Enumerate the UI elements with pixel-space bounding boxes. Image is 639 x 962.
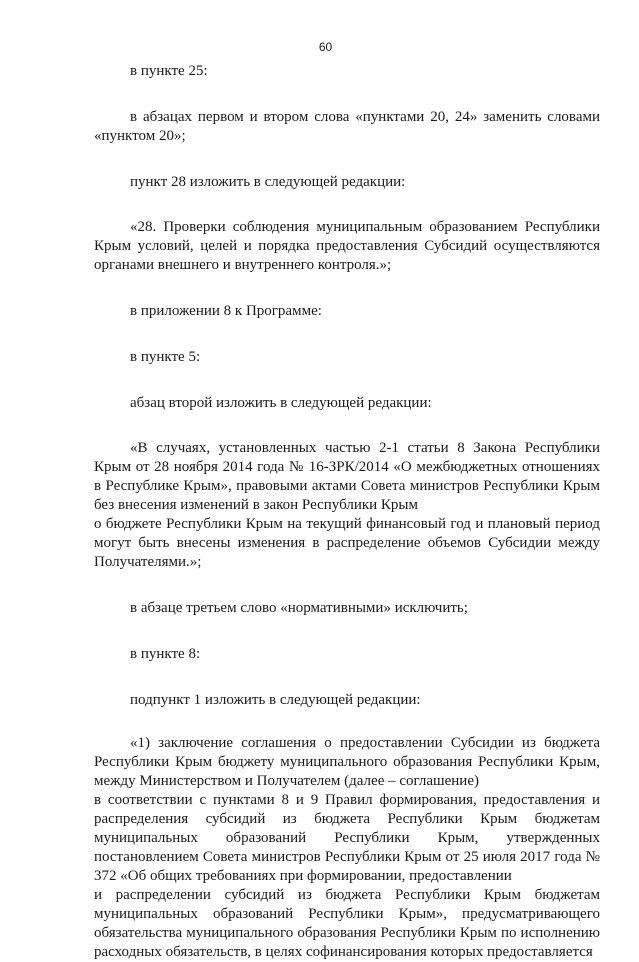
paragraph-abzac-vtoroi: абзац второй изложить в следующей редакции: (130, 395, 432, 411)
paragraph-podpunkt-1-intro: подпункт 1 изложить в следующей редакции: (130, 692, 421, 708)
paragraph-sluchai-text: «В случаях, установленных частью 2-1 статьи 8 Закона Республики Крым от 28 ноября 2014 года № 16-ЗРК/2014 «О межбюджетных отношениях в Республике Крым», правовыми актами Совета министров Республики Крым без внесения изменений в закон Республики Крым о бюджете Республики Крым на текущий финансовый год и плановый период могут быть внесены изменения в распределение объемов Субсидии между Получателями.»; (94, 440, 600, 570)
paragraph-abzacy-zamena: в абзацах первом и втором слова «пунктами 20, 24» заменить словами «пунктом 20»; (94, 109, 600, 144)
page-number: 60 (318, 40, 333, 54)
paragraph-punkt-28-text: «28. Проверки соблюдения муниципальным образованием Республики Крым условий, целей и порядка предоставления Субсидий осуществляются органами внешнего и внутреннего контроля.»; (94, 219, 600, 273)
paragraph-prilozhenie-8: в приложении 8 к Программе: (130, 303, 322, 319)
document-body (94, 62, 600, 962)
paragraph-punkt-8: в пункте 8: (130, 646, 201, 662)
paragraph-abzac-tretii: в абзаце третьем слово «нормативными» исключить; (130, 600, 468, 616)
paragraph-punkt-25: в пункте 25: (130, 63, 208, 79)
paragraph-punkt-5: в пункте 5: (130, 349, 201, 365)
paragraph-punkt-28-intro: пункт 28 изложить в следующей редакции: (130, 174, 406, 190)
paragraph-podpunkt-1-text: «1) заключение соглашения о предоставлении Субсидии из бюджета Республики Крым бюджету муниципального образования Республики Крым, между Министерством и Получателем (далее – соглашение) в соответствии с пунктами 8 и 9 Правил формирования, предоставления и распределения субсидий из бюджета Республики Крым бюджетам муниципальных образований Республики Крым, утвержденных постановлением Совета министров Республики Крым от 25 июля 2017 года № 372 «Об общих требованиях при формировании, предоставлении и распределении субсидий из бюджета Республики Крым бюджетам муниципальных образований Республики Крым», предусматривающего обязательства муниципального образования Республики Крым по исполнению расходных обязательств, в целях софинансирования которых предоставляется (94, 735, 600, 960)
